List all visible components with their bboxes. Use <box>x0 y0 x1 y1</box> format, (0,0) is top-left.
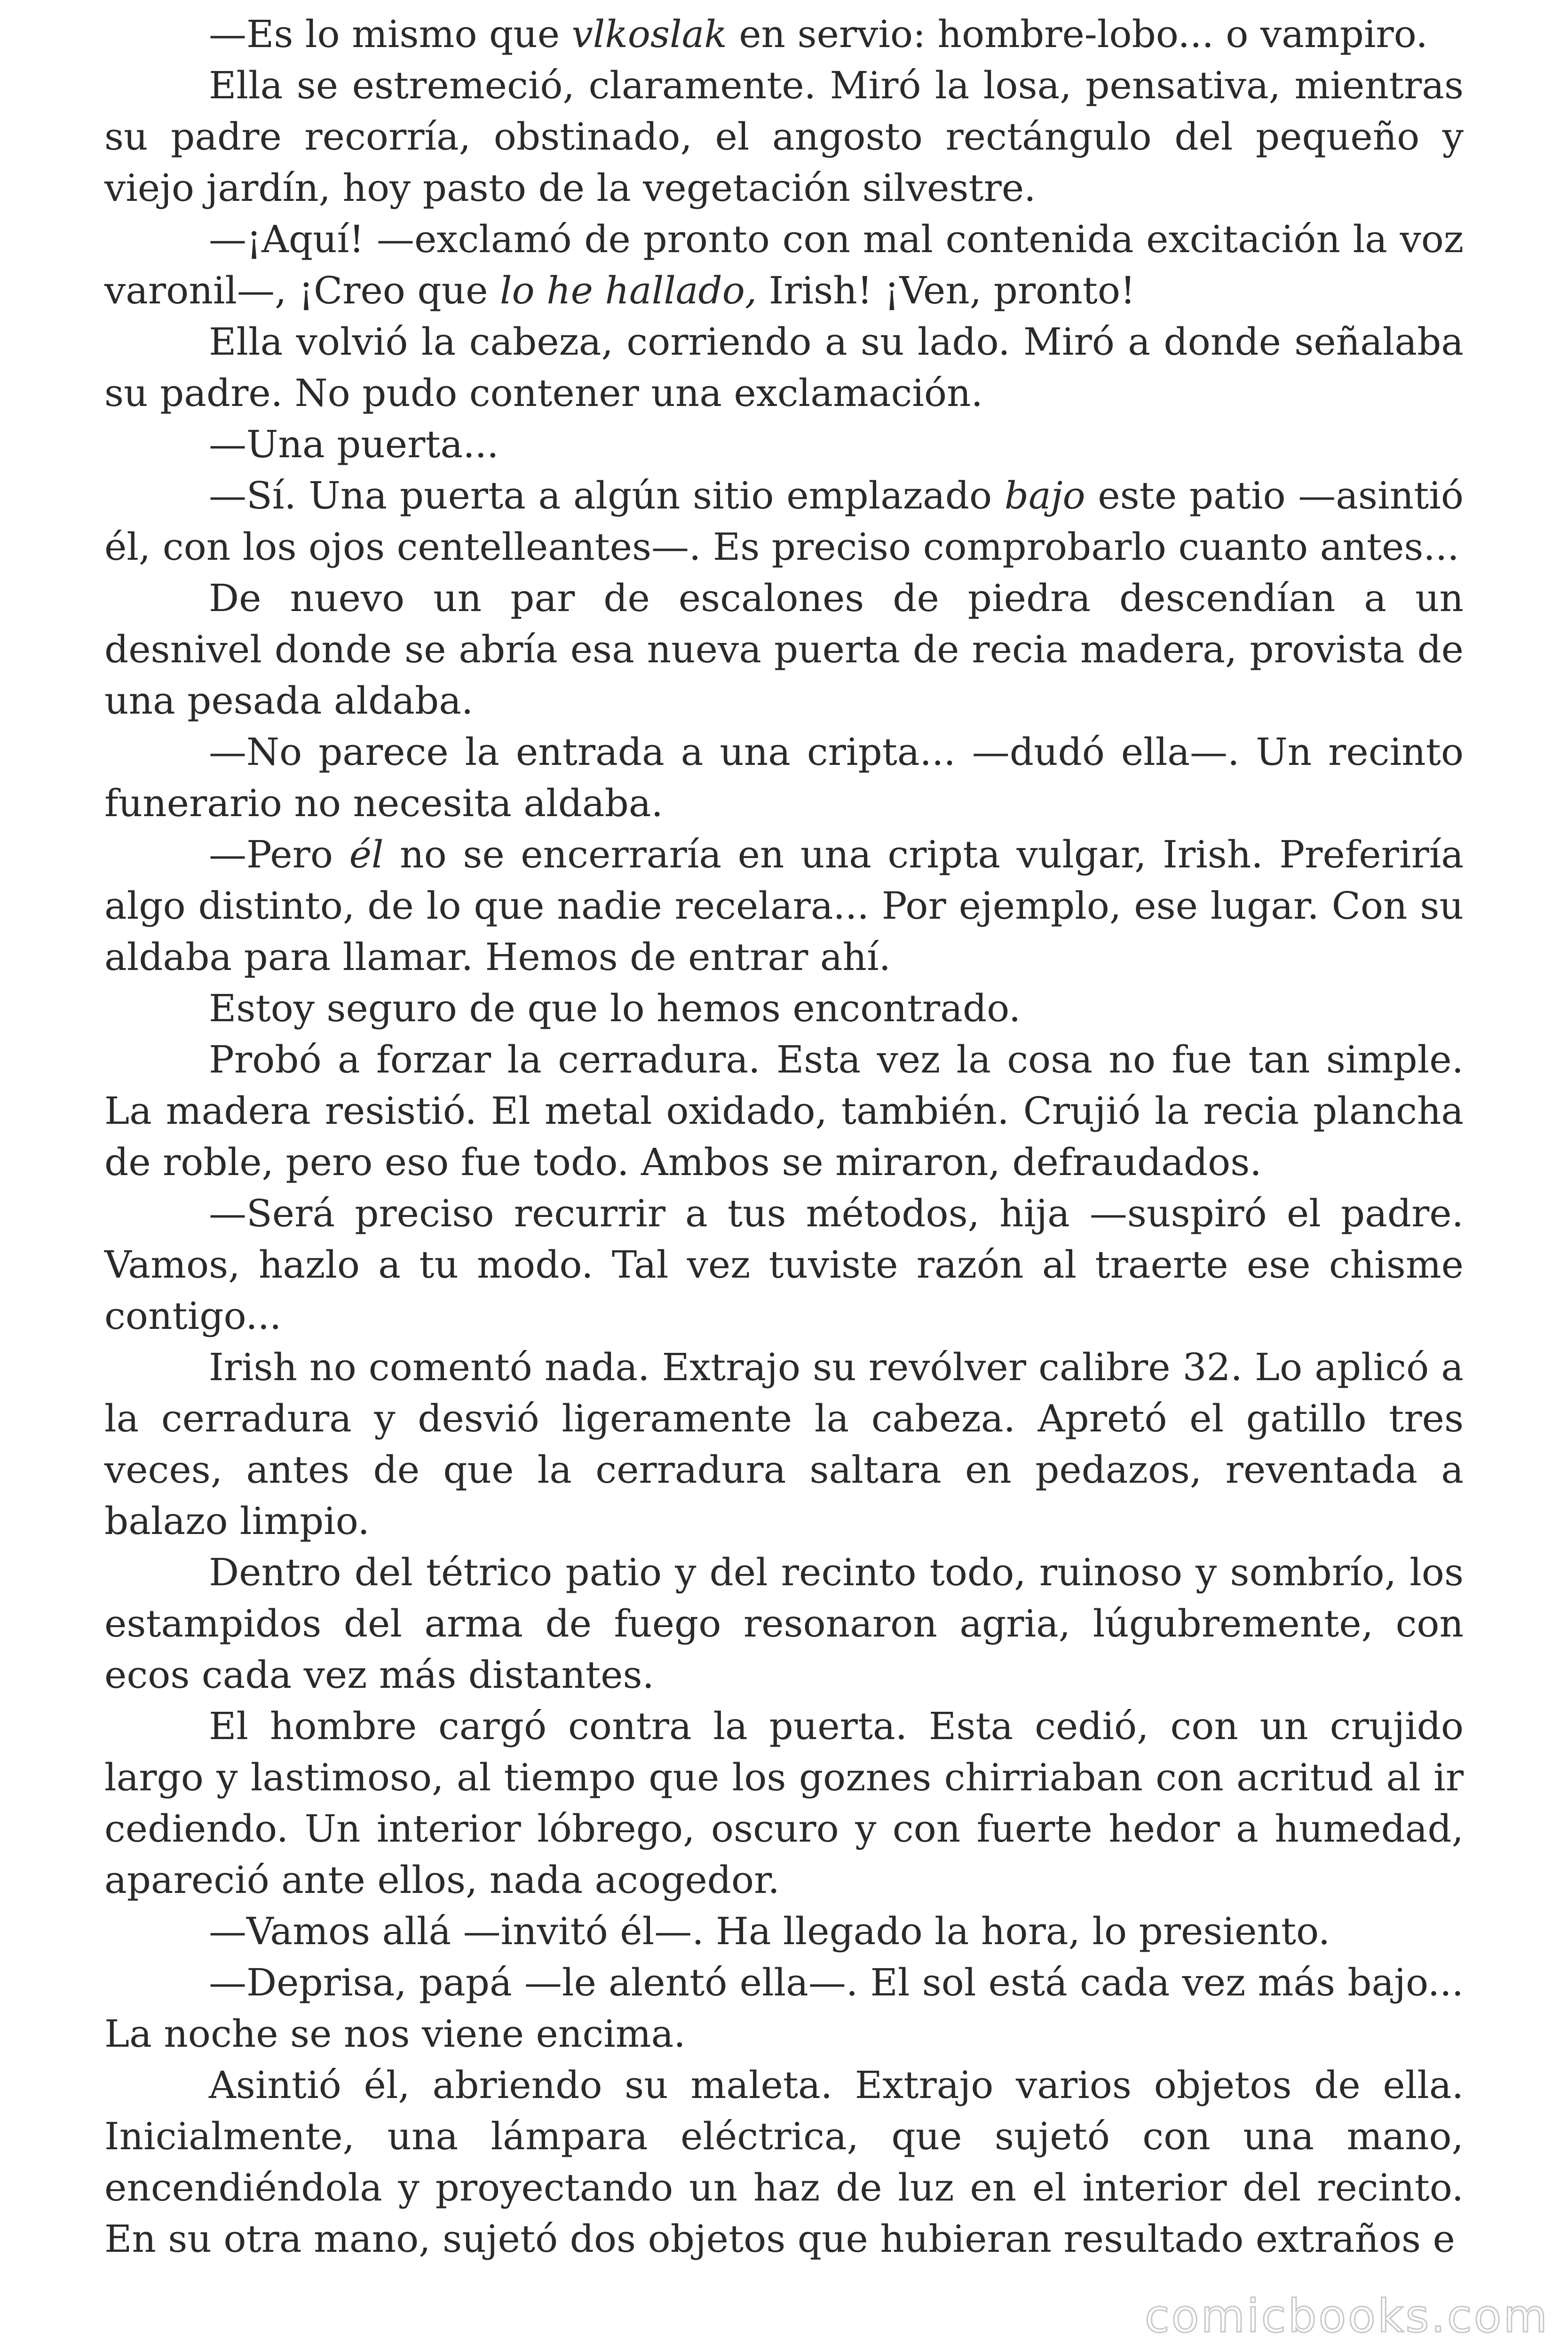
paragraph: —Vamos allá —invitó él—. Ha llegado la hora, lo presiento. <box>209 1909 1330 1953</box>
paragraph: —Será preciso recurrir a tus métodos, hija —suspiró el padre. Vamos, hazlo a tu modo. Tal vez tuviste razón al traerte ese chisme contigo... <box>104 1192 1464 1338</box>
paragraph: Probó a forzar la cerradura. Esta vez la cosa no fue tan simple. La madera resistió. El metal oxidado, también. Crujió la recia plancha de roble, pero eso fue todo. Ambos se miraron, defraudados. <box>104 1038 1464 1184</box>
paragraph: Estoy seguro de que lo hemos encontrado. <box>209 986 1021 1030</box>
paragraph: Dentro del tétrico patio y del recinto todo, ruinoso y sombrío, los estampidos del arma de fuego resonaron agria, lúgubremente, con ecos cada vez más distantes. <box>104 1550 1464 1697</box>
paragraph: —Una puerta... <box>209 422 499 466</box>
paragraph: Ella volvió la cabeza, corriendo a su lado. Miró a donde señalaba su padre. No pudo contener una exclamación. <box>104 320 1464 415</box>
book-page-text <box>104 8 1464 2265</box>
paragraph: Ella se estremeció, claramente. Miró la losa, pensativa, mientras su padre recorría, obstinado, el angosto rectángulo del pequeño y viejo jardín, hoy pasto de la vegetación silvestre. <box>104 64 1464 210</box>
paragraph: —Pero él no se encerraría en una cripta vulgar, Irish. Preferiría algo distinto, de lo que nadie recelara... Por ejemplo, ese lugar. Con su aldaba para llamar. Hemos de entrar ahí. <box>104 833 1464 979</box>
paragraph: —Es lo mismo que vlkoslak en servio: hombre-lobo... o vampiro. <box>209 12 1428 56</box>
paragraph: —No parece la entrada a una cripta... —dudó ella—. Un recinto funerario no necesita aldaba. <box>104 730 1464 825</box>
italic-text: bajo <box>1004 474 1085 517</box>
paragraph: Irish no comentó nada. Extrajo su revólver calibre 32. Lo aplicó a la cerradura y desvió ligeramente la cabeza. Apretó el gatillo tres veces, antes de que la cerradura saltara en pedazos, reventada a balazo limpio. <box>104 1345 1464 1543</box>
italic-text: lo he hallado, <box>499 269 757 312</box>
paragraph: De nuevo un par de escalones de piedra descendían a un desnivel donde se abría esa nueva puerta de recia madera, provista de una pesada aldaba. <box>104 576 1464 723</box>
italic-text: vlkoslak <box>571 12 727 56</box>
watermark-logo: comicbooks.com <box>1144 2290 1549 2343</box>
italic-text: él <box>349 833 384 876</box>
paragraph: —Deprisa, papá —le alentó ella—. El sol está cada vez más bajo... La noche se nos viene encima. <box>104 1961 1464 2056</box>
paragraph: —Sí. Una puerta a algún sitio emplazado bajo este patio —asintió él, con los ojos centelleantes—. Es preciso comprobarlo cuanto antes... <box>104 474 1464 569</box>
paragraph: —¡Aquí! —exclamó de pronto con mal contenida excitación la voz varonil—, ¡Creo que lo he hallado, Irish! ¡Ven, pronto! <box>104 217 1464 312</box>
paragraph: El hombre cargó contra la puerta. Esta cedió, con un crujido largo y lastimoso, al tiempo que los goznes chirriaban con acritud al ir cediendo. Un interior lóbrego, oscuro y con fuerte hedor a humedad, apareció ante ellos, nada acogedor. <box>104 1704 1464 1902</box>
paragraph: Asintió él, abriendo su maleta. Extrajo varios objetos de ella. Inicialmente, una lámpara eléctrica, que sujetó con una mano, encendiéndola y proyectando un haz de luz en el interior del recinto. En su otra mano, sujetó dos objetos que hubieran resultado extraños e <box>104 2063 1464 2261</box>
